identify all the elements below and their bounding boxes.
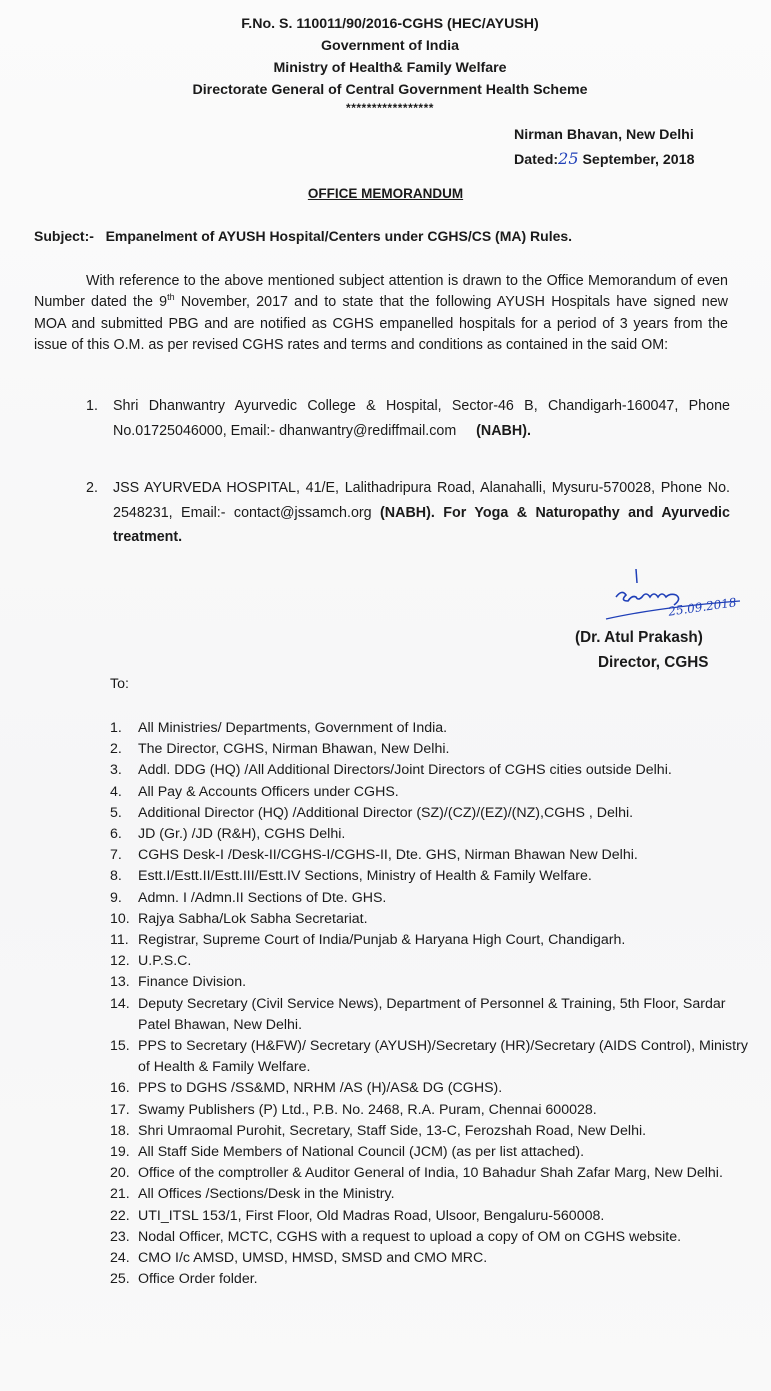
list-item: 12. U.P.S.C. (110, 953, 192, 970)
list-item: 7. CGHS Desk-I /Desk-II/CGHS-I/CGHS-II, Dte. GHS, Nirman Bhawan New Delhi. (110, 847, 638, 864)
hospital-text: JSS AYURVEDA HOSPITAL, 41/E, Lalithadripura Road, Alanahalli, Mysuru-570028, Phone No. 2548231, Email:- contact@jssamch.org (113, 480, 730, 521)
list-item: 20. Office of the comptroller & Auditor General of India, 10 Bahadur Shah Zafar Marg, New Delhi. (110, 1165, 723, 1182)
hospital-text: Shri Dhanwantry Ayurvedic College & Hospital, Sector-46 B, Chandigarh-160047, Phone No.01725046000, Email:- dhanwantry@rediffmail.com (113, 398, 730, 439)
memo-title: OFFICE MEMORANDUM (307, 186, 464, 201)
handwritten-day: 25 (558, 149, 579, 168)
body-text-1: With reference to the above mentioned subject attention is drawn to the Office Memorandum of even Number dated the 9 (34, 273, 728, 311)
list-item: 5. Additional Director (HQ) /Additional Director (SZ)/(CZ)/(EZ)/(NZ),CGHS , Delhi. (110, 804, 634, 821)
list-item: 10. Rajya Sabha/Lok Sabha Secretariat. (110, 910, 368, 927)
list-item: 17. Swamy Publishers (P) Ltd., P.B. No. 2468, R.A. Puram, Chennai 600028. (110, 1101, 597, 1118)
hospital-item (86, 394, 730, 443)
hospital-item (86, 476, 730, 550)
directorate-line: Directorate General of Central Government Health Scheme (192, 82, 588, 98)
signature-date: 25.09.2018 (667, 595, 738, 619)
dated-rest: September, 2018 (582, 152, 695, 168)
list-item: 16. PPS to DGHS /SS&MD, NRHM /AS (H)/AS& DG (CGHS). (110, 1080, 503, 1097)
list-item: 22. UTI_ITSL 153/1, First Floor, Old Madras Road, Ulsoor, Bengaluru-560008. (110, 1207, 605, 1224)
list-item: 25. Office Order folder. (110, 1271, 258, 1288)
list-item: 18. Shri Umraomal Purohit, Secretary, Staff Side, 13-C, Ferozshah Road, New Delhi. (110, 1122, 647, 1139)
list-item: 6. JD (Gr.) /JD (R&H), CGHS Delhi. (110, 826, 346, 843)
list-item: 3. Addl. DDG (HQ) /All Additional Directors/Joint Directors of CGHS cities outside Delhi. (110, 762, 672, 779)
list-item: 9. Admn. I /Admn.II Sections of Dte. GHS. (110, 889, 387, 906)
item-number: 1. (86, 398, 98, 414)
subject-text: Empanelment of AYUSH Hospital/Centers under CGHS/CS (MA) Rules. (105, 228, 573, 244)
signatory-name: (Dr. Atul Prakash) (575, 629, 703, 646)
file-number: F.No. S. 110011/90/2016-CGHS (HEC/AYUSH) (241, 16, 539, 32)
to-label: To: (110, 676, 129, 692)
list-item: 21. All Offices /Sections/Desk in the Ministry. (110, 1186, 395, 1203)
list-item: 23. Nodal Officer, MCTC, CGHS with a request to upload a copy of OM on CGHS website. (110, 1228, 682, 1245)
accreditation: (NABH). (476, 422, 531, 439)
dated-label: Dated: (514, 152, 559, 168)
list-item: 11. Registrar, Supreme Court of India/Punjab & Haryana High Court, Chandigarh. (110, 932, 626, 949)
separator-stars: ***************** (346, 101, 434, 115)
subject-line (34, 228, 572, 244)
accreditation: (NABH). For Yoga & Naturopathy and Ayurvedic treatment. (113, 504, 730, 545)
ministry-line: Ministry of Health& Family Welfare (273, 60, 507, 76)
government-line: Government of India (321, 38, 459, 54)
list-item: 1. All Ministries/ Departments, Government of India. (110, 720, 448, 736)
list-item: 15. PPS to Secretary (H&FW)/ Secretary (AYUSH)/Secretary (HR)/Secretary (AIDS Control), Ministry of Health & Family Welfare. (110, 1038, 748, 1076)
body-paragraph (34, 271, 728, 356)
list-item: 4. All Pay & Accounts Officers under CGHS. (110, 783, 399, 800)
list-item: 8. Estt.I/Estt.II/Estt.III/Estt.IV Sections, Ministry of Health & Family Welfare. (110, 868, 592, 885)
list-item: 2. The Director, CGHS, Nirman Bhawan, New Delhi. (110, 741, 450, 758)
list-item: 13. Finance Division. (110, 974, 247, 991)
signatory-designation: Director, CGHS (598, 654, 709, 671)
recipient-list (110, 718, 750, 1290)
body-text-2: November, 2017 and to state that the following AYUSH Hospitals have signed new MOA and submitted PBG and are notified as CGHS empanelled hospitals for a period of 3 years from the issue of this O.M. as per revised CGHS rates and terms and conditions as contained in the said OM: (34, 294, 728, 353)
superscript-th: th (167, 292, 175, 303)
list-item: 14. Deputy Secretary (Civil Service News), Department of Personnel & Training, 5th Floor, Sardar Patel Bhawan, New Delhi. (110, 995, 726, 1033)
list-item: 24. CMO I/c AMSD, UMSD, HMSD, SMSD and CMO MRC. (110, 1250, 488, 1267)
item-number: 2. (86, 480, 98, 496)
list-item: 19. All Staff Side Members of National Council (JCM) (as per list attached). (110, 1144, 585, 1161)
place-line: Nirman Bhavan, New Delhi (514, 127, 694, 143)
date-line (514, 147, 694, 172)
subject-label: Subject:- (34, 228, 94, 244)
